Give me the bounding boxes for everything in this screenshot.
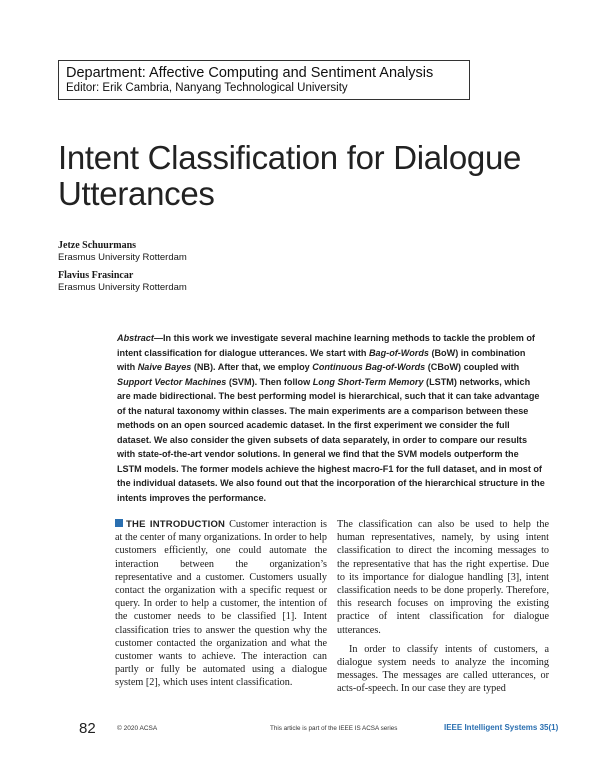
body-column-left (115, 518, 327, 690)
article-title: Intent Classification for Dialogue Utterances (58, 139, 522, 212)
paragraph: In order to classify intents of customers, a dialogue system needs to analyze the incoming messages. The messages are called utterances, or acts-of-speech. In our case they are typed (337, 643, 549, 695)
body-column-right (337, 518, 549, 696)
department-title: Department: Affective Computing and Sentiment Analysis (66, 65, 434, 81)
abstract-dash: — (153, 333, 163, 343)
abstract-text: (NB). After that, we employ (191, 362, 313, 372)
abstract-term: Continuous Bag-of-Words (312, 362, 426, 372)
abstract (117, 331, 545, 505)
copyright: © 2020 ACSA (117, 725, 158, 732)
author-affiliation: Erasmus University Rotterdam (58, 252, 187, 263)
abstract-text: In this work we investigate several machine learning methods to tackle the problem of intent classification for dialogue utterances. We start with (117, 333, 535, 358)
abstract-text: (BoW) in combination with (117, 347, 526, 372)
page-footer (0, 720, 600, 740)
series-note: This article is part of the IEEE IS ACSA series (270, 725, 398, 732)
abstract-term: Naive Bayes (137, 362, 192, 372)
abstract-term: Support Vector Machines (117, 376, 227, 387)
journal-name: IEEE Intelligent Systems 35(1) (444, 723, 559, 732)
author-affiliation: Erasmus University Rotterdam (58, 282, 187, 293)
section-marker-icon (115, 519, 123, 527)
author-2 (58, 269, 187, 294)
abstract-text: (CBoW) coupled with (425, 362, 520, 372)
page-number: 82 (79, 720, 96, 737)
abstract-text: (SVM). Then follow (226, 376, 313, 387)
department-box (58, 60, 470, 100)
author-name: Jetze Schuurmans (58, 240, 137, 251)
abstract-text: (LSTM) networks, which are made bidirectional. The best performing model is hierarchical, such that it can take advantage of the natural taxonomy within classes. The main experiments are a comparison between these methods on an open sourced academic dataset. In the first experiment we consider the full dataset. We also consider the given subsets of data separately, in order to compare our results with state-of-the-art vendor solutions. In general we find that the SVM models outperform the LSTM models. The former models achieve the highest macro-F1 for the full dataset, and in most of the individual datasets. We also found out that the incorporation of the hierarchical structure in the intents improves the performance. (117, 376, 545, 503)
paragraph (115, 518, 327, 690)
section-lead: THE INTRODUCTION (126, 519, 226, 530)
abstract-label: Abstract (117, 333, 154, 343)
paragraph: The classification can also be used to help the human representatives, namely, by using intent classification to direct the incoming messages to the representative that has the right expertise. Due to its importance for dialogue handling [3], intent classification needs to be done properly. Therefore, this research focuses on improving the existing practice of intent classification for dialogue utterances. (337, 519, 549, 636)
department-editor: Editor: Erik Cambria, Nanyang Technological University (66, 82, 348, 94)
paragraph-text: Customer interaction is at the center of many organizations. In order to help customers efficiently, one could automate the interaction between the organization’s representative and a customer. Customers usually contact the organization with a specific request or query. In order to help a customer, the intention of the customer needs to be classified [1]. Intent classification tries to answer the question why the customer contacted the organization and what the customer wants to achieve. The interaction can partly or fully be automated using a dialogue system [2], which uses intent classification. (115, 519, 327, 689)
author-1 (58, 239, 187, 264)
abstract-term: Long Short-Term Memory (312, 376, 424, 387)
author-name: Flavius Frasincar (58, 270, 134, 281)
abstract-term: Bag-of-Words (368, 347, 429, 358)
